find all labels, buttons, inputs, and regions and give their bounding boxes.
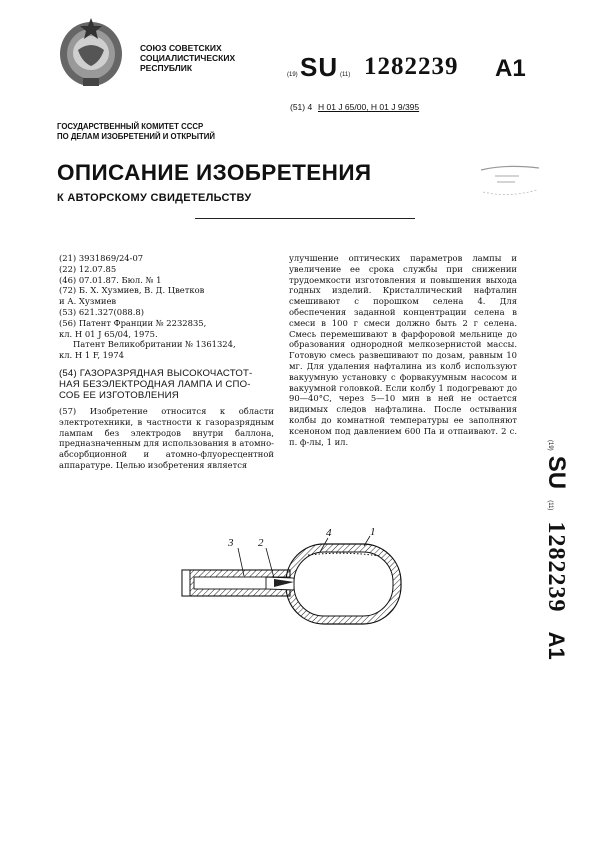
ussr-emblem-icon [56, 14, 126, 89]
invention-title-line-1: (54) ГАЗОРАЗРЯДНАЯ ВЫСОКОЧАСТОТ- [59, 368, 253, 379]
invention-title [59, 368, 274, 401]
figure-label-3: 3 [228, 537, 234, 549]
biblio-publication: (46) 07.01.87. Бюл. № 1 [59, 274, 162, 285]
abstract-left-text: (57) Изобретение относится к области электротехники, в частности к газоразрядным лампам без электродов внутри баллона, предназначенным для использования в атомно-абсорбционной и атомно-флуоресцентной аппаратуре. Целью изобретения является [59, 406, 274, 470]
side-patent-stamp [500, 440, 590, 680]
code-11: (11) [340, 72, 351, 78]
committee-line-2: ПО ДЕЛАМ ИЗОБРЕТЕНИЙ И ОТКРЫТИЙ [57, 132, 215, 141]
union-line-2: СОЦИАЛИСТИЧЕСКИХ [140, 53, 236, 63]
library-stamp-icon [475, 162, 545, 202]
document-title: ОПИСАНИЕ ИЗОБРЕТЕНИЯ [57, 160, 372, 185]
committee-line-1: ГОСУДАРСТВЕННЫЙ КОМИТЕТ СССР [57, 122, 204, 131]
side-code-11: (11) [547, 500, 553, 511]
kind-code: A1 [495, 55, 526, 82]
patent-number: 1282239 [364, 53, 459, 80]
biblio-application: (21) 3931869/24-07 [59, 253, 144, 263]
header-rule [195, 218, 415, 219]
code-19: (19) [287, 72, 298, 78]
side-patent-number: 1282239 [543, 521, 569, 613]
ipc-classes: H 01 J 65/00, H 01 J 9/395 [318, 102, 420, 112]
figure-label-2: 2 [258, 537, 264, 549]
lamp-tube-end [182, 570, 190, 596]
biblio-reference-2: Патент Великобритании № 1361324, [73, 339, 236, 350]
code-51: (51) 4 [290, 102, 313, 112]
document-subtitle: К АВТОРСКОМУ СВИДЕТЕЛЬСТВУ [57, 192, 252, 204]
abstract-left-column [59, 406, 274, 471]
biblio-filing-date: (22) 12.07.85 [59, 263, 117, 274]
invention-title-line-3: СОБ ЕЕ ИЗГОТОВЛЕНИЯ [59, 390, 179, 401]
lamp-bulb-cavity [294, 552, 393, 616]
lamp-drawing [170, 526, 405, 631]
abstract-right-text: улучшение оптических параметров лампы и увеличение ее срока службы при снижении трудоемкости изготовления и повышения выхода годных изделий. Кристаллический нафталин смешивают с порошком селена 4. Для обеспечения заданной концентрации селена в смеси в 100 г смеси должно быть 2 г селена. Смесь перемешивают в фарфоровой мельнице до образования однородной мелкозернистой массы. Готовую смесь развешивают по дозам, равным 10 мг. Для удаления нафталина из колб используют вакуумную установку с форвакуумным насосом и вакуумной головкой. Если колбу 1 подогревают до 90—40°С, через 5—10 мин в ней не остается видимых следов нафталина. После остывания колбы до комнатной температуры ее заполняют ксеноном под давлением 600 Па и отпаивают. 2 с. п. ф-лы, 1 ил. [289, 253, 517, 447]
biblio-reference-1-class: кл. Н 01 J 65/04, 1975. [59, 328, 158, 339]
side-code-19: (19) [547, 440, 553, 451]
bibliographic-data [59, 253, 274, 361]
biblio-inventors-cont: и А. Хузмиев [59, 296, 117, 307]
union-line-3: РЕСПУБЛИК [140, 63, 193, 73]
abstract-right-column [289, 253, 517, 447]
committee [57, 122, 215, 142]
biblio-inventors: (72) Б. Х. Хузмиев, В. Д. Цветков [59, 285, 205, 296]
biblio-udc: (53) 621.327(088.8) [59, 306, 144, 317]
union-name [140, 43, 290, 73]
union-line-1: СОЮЗ СОВЕТСКИХ [140, 43, 222, 53]
side-kind: A1 [544, 631, 569, 660]
invention-title-line-2: НАЯ БЕЗЭЛЕКТРОДНАЯ ЛАМПА И СПО- [59, 379, 251, 390]
country-code: SU [300, 52, 339, 82]
figure-label-4: 4 [326, 527, 332, 539]
biblio-reference-2-class: кл. Н 1 F, 1974 [59, 350, 124, 361]
figure-label-1: 1 [370, 526, 376, 538]
biblio-reference-1: (56) Патент Франции № 2232835, [59, 317, 207, 328]
side-country: SU [543, 455, 570, 490]
